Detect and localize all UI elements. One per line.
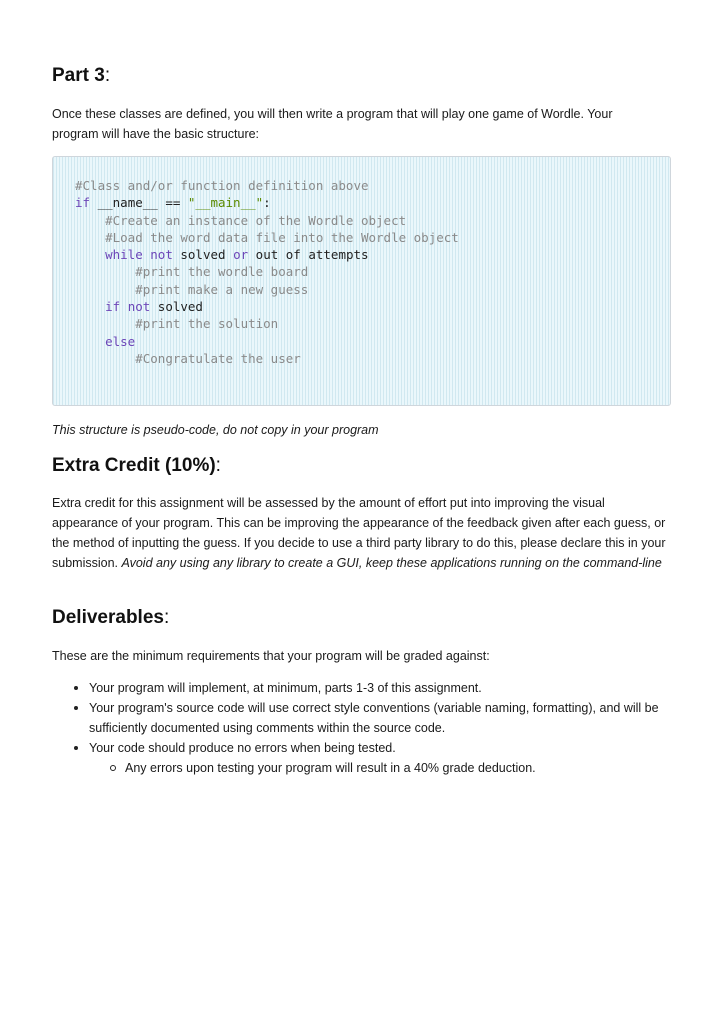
code-line-2-string: "__main__" xyxy=(187,195,264,211)
code-line-8-if: if xyxy=(105,299,121,315)
deliverables-sublist xyxy=(52,758,674,778)
code-block xyxy=(52,156,671,406)
extra-credit-heading-text: Extra Credit (10%) xyxy=(52,455,216,476)
list-item-text: Your code should produce no errors when being tested. xyxy=(89,741,396,755)
code-line-2-end: : xyxy=(263,195,271,211)
code-content xyxy=(75,177,459,367)
code-line-6: #print the wordle board xyxy=(135,264,309,280)
code-line-5-rest: out of attempts xyxy=(248,247,369,263)
part3-heading-text: Part 3 xyxy=(52,65,105,86)
code-line-10: else xyxy=(105,333,136,349)
list-item: Your program will implement, at minimum, parts 1-3 of this assignment. xyxy=(52,678,674,698)
part3-heading-colon: : xyxy=(104,65,111,86)
part3-heading xyxy=(52,62,110,90)
code-line-4: #Load the word data file into the Wordle object xyxy=(105,229,459,245)
code-line-5-solved: solved xyxy=(172,247,234,263)
code-line-2-if: if xyxy=(75,195,91,211)
code-line-1: #Class and/or function definition above xyxy=(75,178,369,193)
deliverables-heading xyxy=(52,604,169,632)
extra-credit-body xyxy=(52,493,672,573)
part3-intro: Once these classes are defined, you will then write a program that will play one game of Wordle. Your program will have the basic structure: xyxy=(52,107,613,141)
extra-credit-heading xyxy=(52,452,221,480)
deliverables-intro: These are the minimum requirements that your program will be graded against: xyxy=(52,649,490,663)
code-line-5-while: while xyxy=(105,247,143,263)
code-line-2-name: __name__ == xyxy=(90,195,188,211)
code-line-3: #Create an instance of the Wordle object xyxy=(105,212,407,228)
code-caption: This structure is pseudo-code, do not copy in your program xyxy=(52,423,379,437)
sublist-item: Any errors upon testing your program will result in a 40% grade deduction. xyxy=(52,758,674,778)
extra-credit-body-text: Extra credit for this assignment will be assessed by the amount of effort put into improving the visual appearance of your program. This can be improving the appearance of the feedback given after each guess, or the method of inputting the guess. If you decide to use a third party library to do this, please declare this in your submission. xyxy=(52,496,666,570)
deliverables-list xyxy=(52,678,674,778)
extra-credit-body-italic: Avoid any using any library to create a GUI, keep these applications running on the command-line xyxy=(121,556,662,570)
code-line-11: #Congratulate the user xyxy=(135,350,301,366)
list-item: Your program's source code will use correct style conventions (variable naming, formatting), and will be sufficiently documented using comments within the source code. xyxy=(52,698,674,738)
code-line-8-rest: solved xyxy=(150,299,203,315)
code-line-5-not: not xyxy=(150,247,173,263)
code-line-5-or: or xyxy=(233,247,249,263)
extra-credit-heading-colon: : xyxy=(215,455,221,476)
code-line-7: #print make a new guess xyxy=(135,281,309,297)
deliverables-heading-colon: : xyxy=(163,607,170,628)
code-line-9: #print the solution xyxy=(135,316,279,332)
list-item xyxy=(52,738,674,778)
deliverables-heading-text: Deliverables xyxy=(52,607,164,628)
code-line-8-not: not xyxy=(127,299,151,315)
